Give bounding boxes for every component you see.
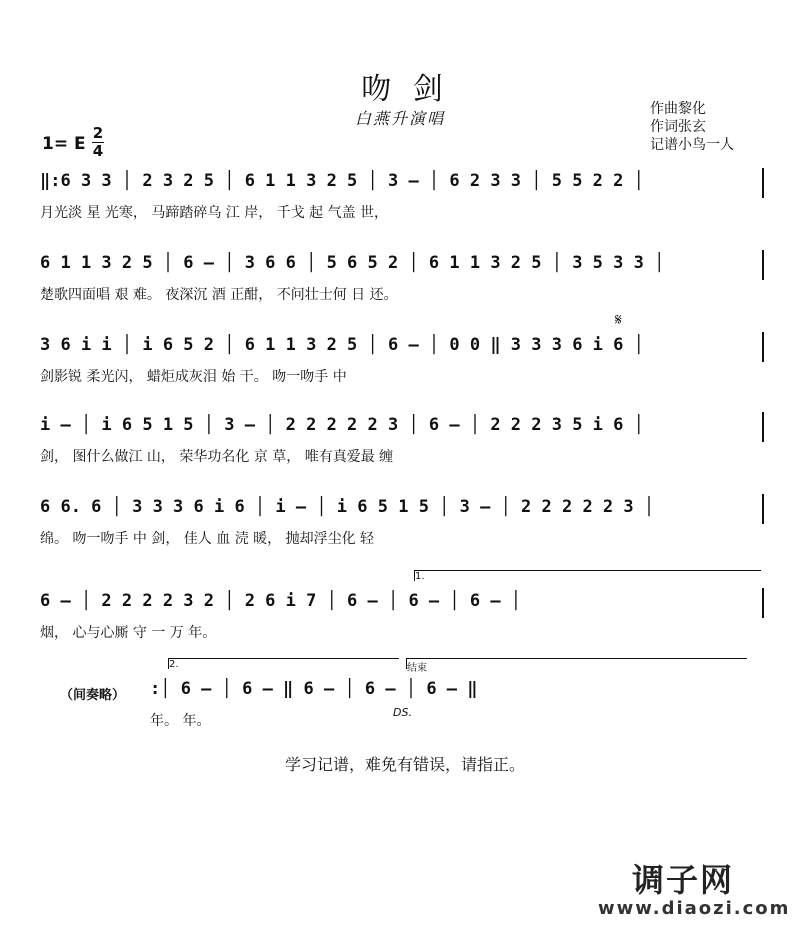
end-marker: 结束 (406, 658, 747, 669)
notes-row-1: ‖:6 3 3 │ 2 3 2 5 │ 6 1 1 3 2 5 │ 3 – │ 6 2 3 3 │ 5 5 2 2 │ (40, 171, 644, 191)
notes-row-4: i – │ i 6 5 1 5 │ 3 – │ 2 2 2 2 2 3 │ 6 – │ 2 2 2 3 5 i 6 │ (40, 415, 644, 435)
notes-row-6: 6 – │ 2 2 2 2 3 2 │ 2 6 i 7 │ 6 – │ 6 – │ 6 – │ (40, 591, 522, 611)
lyrics-row-3: 剑影锐 柔光闪， 蜡炬成灰泪 始 干。 吻一吻手 中 (40, 369, 347, 385)
watermark-site: www.diaozi.com (598, 898, 791, 919)
staff-row-6 (40, 571, 770, 641)
notes-row-7: :│ 6 – │ 6 – ‖ 6 – │ 6 – │ 6 – ‖ (150, 679, 478, 699)
end-barline (762, 168, 764, 198)
end-barline (762, 332, 764, 362)
staff-row-2 (40, 246, 770, 303)
staff-row-4 (40, 408, 770, 465)
end-barline (762, 494, 764, 524)
dal-segno-mark: DS. (393, 706, 412, 719)
lyricist-credit: 作词张玄 (650, 119, 706, 135)
watermark-brand: 调子网 (632, 861, 735, 899)
end-barline (762, 588, 764, 618)
transcriber-credit: 记谱小鸟一人 (650, 137, 734, 153)
time-signature: $\frac{2}{4}$ (92, 124, 104, 160)
end-barline (762, 250, 764, 280)
lyrics-row-1: 月光淡 星 光寒， 马蹄踏碎乌 江 岸， 千戈 起 气盖 世， (40, 205, 389, 221)
key-signature: 1= E (42, 134, 86, 154)
volta-1: 1. (414, 570, 761, 581)
lyrics-row-5: 绵。 吻一吻手 中 剑， 佳人 血 涜 暖， 抛却浮尘化 轻 (40, 531, 375, 547)
volta-2: 2. (168, 658, 399, 669)
end-barline (762, 412, 764, 442)
lyrics-row-2: 楚歌四面唱 艰 难。 夜深沉 酒 正酣， 不问壮士何 日 还。 (40, 287, 398, 303)
lyrics-row-4: 剑， 图什么做江 山， 荣华功名化 京 草， 唯有真爱最 缠 (40, 449, 394, 465)
composer-credit: 作曲黎化 (650, 101, 706, 117)
staff-row-3 (40, 328, 770, 385)
notes-row-2: 6 1 1 3 2 5 │ 6 – │ 3 6 6 │ 5 6 5 2 │ 6 1 1 3 2 5 │ 3 5 3 3 │ (40, 253, 665, 273)
staff-row-5 (40, 490, 770, 547)
interlude-note: （间奏略） (60, 688, 126, 703)
song-title: 吻 剑 (361, 72, 449, 107)
notes-row-5: 6 6. 6 │ 3 3 3 6 i 6 │ i – │ i 6 5 1 5 │ 3 – │ 2 2 2 2 2 3 │ (40, 497, 655, 517)
staff-row-1 (40, 164, 770, 221)
notes-row-3: 3 6 i i │ i 6 5 2 │ 6 1 1 3 2 5 │ 6 – │ 0 0 ‖ 3 3 3 6 i 6 │ (40, 335, 644, 355)
staff-row-7 (150, 659, 770, 729)
footer-note: 学习记谱，难免有错误，请指正。 (284, 755, 525, 774)
lyrics-row-7: 年。 年。 (150, 713, 211, 729)
segno-sign: 𝄋 (615, 310, 622, 329)
lyrics-row-6: 烟， 心与心厮 守 一 万 年。 (40, 625, 217, 641)
singer-credit: 白燕升演唱 (355, 109, 446, 128)
